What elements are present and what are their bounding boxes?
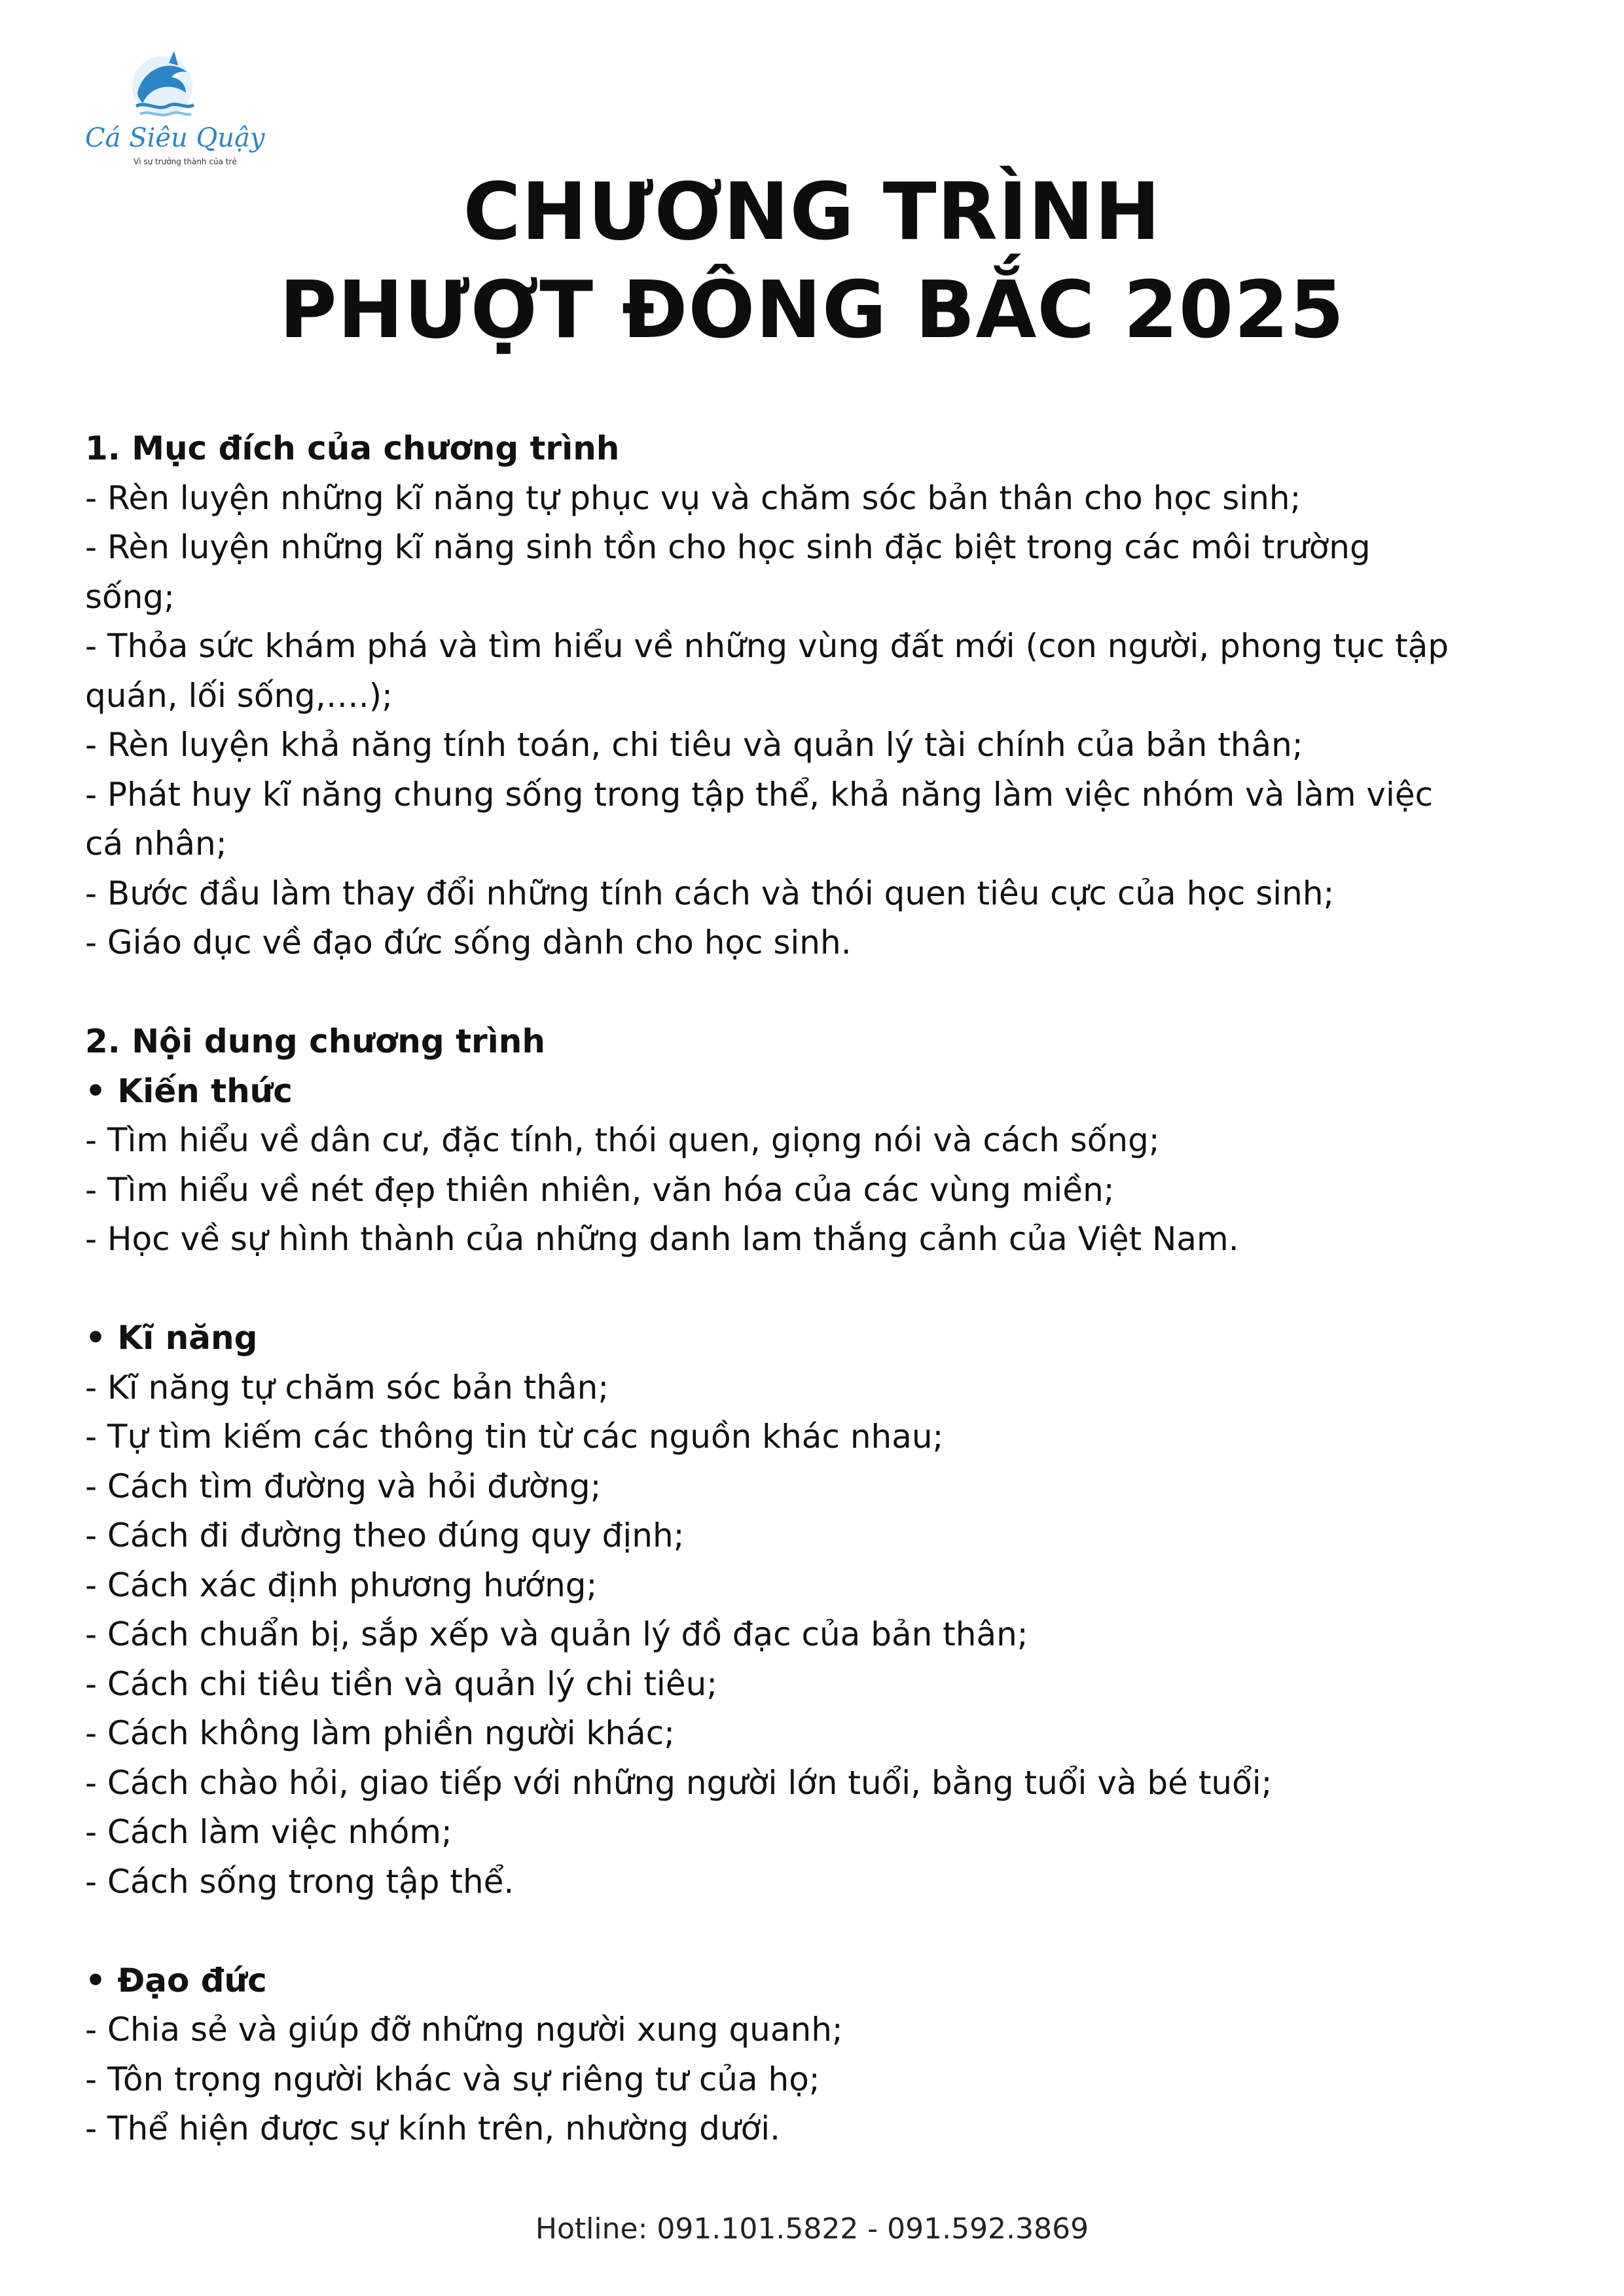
knowledge-item: - Học về sự hình thành của những danh lam thắng cảnh của Việt Nam.	[85, 1220, 1239, 1258]
skills-item: - Cách đi đường theo đúng quy định;	[85, 1516, 685, 1554]
document-body	[85, 424, 1551, 2154]
section1-line: - Phát huy kĩ năng chung sống trong tập thể, khả năng làm việc nhóm và làm việc	[85, 775, 1434, 814]
skills-item: - Cách xác định phương hướng;	[85, 1566, 598, 1604]
knowledge-item: - Tìm hiểu về dân cư, đặc tính, thói quen, giọng nói và cách sống;	[85, 1121, 1160, 1159]
section1-line: - Rèn luyện khả năng tính toán, chi tiêu và quản lý tài chính của bản thân;	[85, 726, 1303, 764]
brand-name: Cá Siêu Quậy	[85, 123, 265, 153]
document-title-line2: PHƯỢT ĐÔNG BẮC 2025	[279, 265, 1345, 356]
section1-line: quán, lối sống,….);	[85, 676, 393, 715]
brand-tagline: Vì sự trưởng thành của trẻ	[134, 157, 237, 166]
skills-item: - Cách làm việc nhóm;	[85, 1813, 452, 1851]
skills-item: - Cách không làm phiền người khác;	[85, 1714, 676, 1752]
spacer	[85, 1907, 1551, 1956]
skills-item: - Tự tìm kiếm các thông tin từ các nguồn khác nhau;	[85, 1418, 944, 1456]
ethics-item: - Tôn trọng người khác và sự riêng tư của họ;	[85, 2060, 820, 2098]
dolphin-logo-icon	[123, 46, 202, 124]
skills-item: - Cách tìm đường và hỏi đường;	[85, 1467, 602, 1505]
section1-line: - Rèn luyện những kĩ năng tự phục vụ và chăm sóc bản thân cho học sinh;	[85, 478, 1301, 517]
skills-heading: • Kĩ năng	[85, 1319, 258, 1357]
knowledge-item: - Tìm hiểu về nét đẹp thiên nhiên, văn hóa của các vùng miền;	[85, 1170, 1115, 1209]
skills-item: - Cách chào hỏi, giao tiếp với những người lớn tuổi, bằng tuổi và bé tuổi;	[85, 1763, 1272, 1802]
skills-item: - Kĩ năng tự chăm sóc bản thân;	[85, 1368, 609, 1407]
hotline-footer: Hotline: 091.101.5822 - 091.592.3869	[535, 2212, 1089, 2246]
section1-line: sống;	[85, 577, 175, 616]
ethics-item: - Chia sẻ và giúp đỡ những người xung quanh;	[85, 2011, 843, 2049]
section2-heading: 2. Nội dung chương trình	[85, 1022, 545, 1060]
section1-line: - Thỏa sức khám phá và tìm hiểu về những vùng đất mới (con người, phong tục tập	[85, 627, 1449, 665]
ethics-heading: • Đạo đức	[85, 1961, 267, 2000]
document-title-line1: CHƯƠNG TRÌNH	[463, 167, 1161, 258]
section1-line: - Rèn luyện những kĩ năng sinh tồn cho học sinh đặc biệt trong các môi trường	[85, 528, 1371, 566]
spacer	[85, 968, 1551, 1018]
skills-item: - Cách chuẩn bị, sắp xếp và quản lý đồ đạc của bản thân;	[85, 1615, 1028, 1653]
brand-logo	[77, 46, 265, 177]
section1-heading: 1. Mục đích của chương trình	[85, 429, 620, 467]
section1-line: - Bước đầu làm thay đổi những tính cách và thói quen tiêu cực của học sinh;	[85, 874, 1335, 912]
skills-item: - Cách chi tiêu tiền và quản lý chi tiêu;	[85, 1664, 718, 1703]
section1-line: - Giáo dục về đạo đức sống dành cho học sinh.	[85, 924, 852, 961]
knowledge-heading: • Kiến thức	[85, 1071, 293, 1110]
spacer	[85, 1265, 1551, 1314]
ethics-item: - Thể hiện được sự kính trên, nhường dưới.	[85, 2109, 780, 2147]
section1-line: cá nhân;	[85, 825, 227, 863]
skills-item: - Cách sống trong tập thể.	[85, 1862, 514, 1901]
